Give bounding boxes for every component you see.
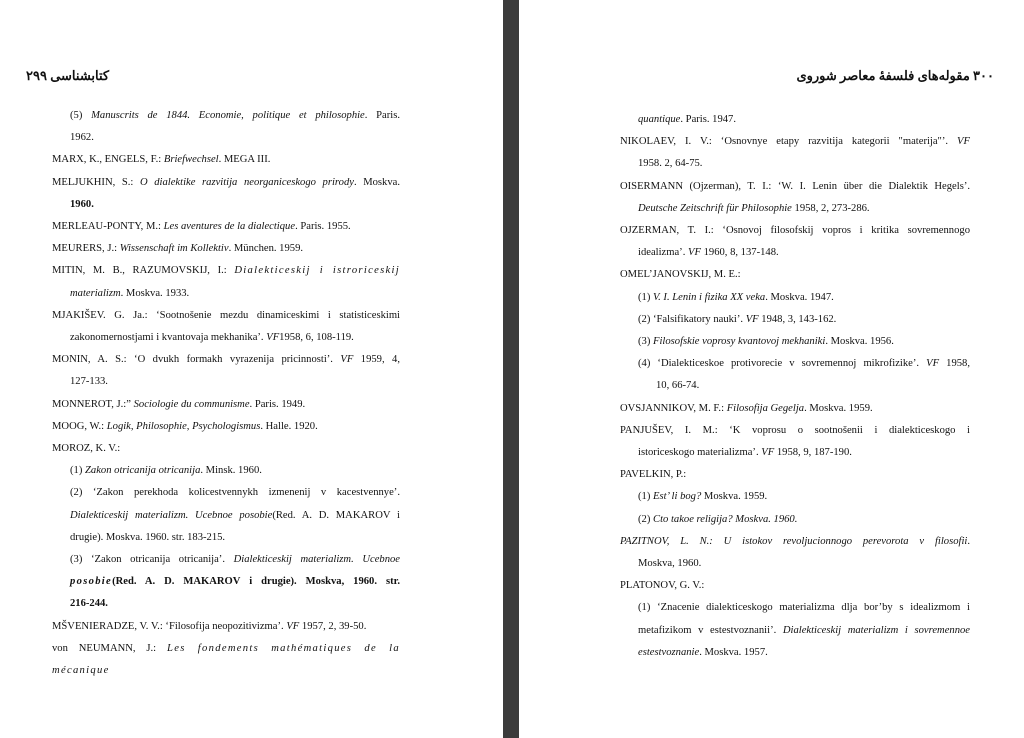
bibliography-line: posobie(Red. A. D. MAKAROV i drugie). Moskva, 1960. str. <box>70 576 400 588</box>
bibliography-line: MŠVENIERADZE, V. V.: ‘Filosofija neopozitivizma’. VF 1957, 2, 39-50. <box>52 620 367 632</box>
bibliography-line: 127-133. <box>70 376 108 388</box>
bibliography-line: (1) Zakon otricanija otricanija. Minsk. 1960. <box>70 465 262 477</box>
bibliography-line: (4) ‘Dialekticeskoe protivorecie v sovremennoj mikrofizike’. VF 1958, <box>638 358 970 370</box>
bibliography-line: PAVELKIN, P.: <box>620 469 687 481</box>
bibliography-line: drugie). Moskva. 1960. str. 183-215. <box>70 531 226 543</box>
bibliography-line: Dialekticeskij materializm. Ucebnoe posobie(Red. A. D. MAKAROV i <box>70 509 400 521</box>
bibliography-line: estestvoznanie. Moskva. 1957. <box>638 646 768 658</box>
bibliography-line: (2) ‘Zakon perekhoda kolicestvennykh izmenenij v kacestvennye’. <box>70 487 400 499</box>
bibliography-line: MERLEAU-PONTY, M.: Les aventures de la dialectique. Paris. 1955. <box>52 221 351 233</box>
bibliography-line: Deutsche Zeitschrift für Philosophie 1958, 2, 273-286. <box>638 202 870 214</box>
bibliography-line: MITIN, M. B., RAZUMOVSKIJ, I.: Dialekticeskij i istroriceskij <box>52 265 400 277</box>
bibliography-line: MELJUKHIN, S.: O dialektike razvitija neorganiceskogo prirody. Moskva. <box>52 176 400 188</box>
bibliography-line: MEURERS, J.: Wissenschaft im Kollektiv. München. 1959. <box>52 243 304 255</box>
bibliography-line: MONIN, A. S.: ‘O dvukh formakh vyrazenija pricinnosti’. VF 1959, 4, <box>52 354 400 366</box>
bibliography-line: zakonomernostjami i kvantovaja mekhanika’. VF1958, 6, 108-119. <box>70 332 354 344</box>
book-gutter <box>503 0 519 738</box>
bibliography-line: (5) Manuscrits de 1844. Economie, politique et philosophie. Paris. <box>70 110 400 121</box>
bibliography-line: materializm. Moskva. 1933. <box>70 287 190 299</box>
bibliography-line: PLATONOV, G. V.: <box>620 580 705 592</box>
bibliography-line: (3) Filosofskie voprosy kvantovoj mekhaniki. Moskva. 1956. <box>638 336 894 348</box>
bibliography-line: MOROZ, K. V.: <box>52 443 121 455</box>
bibliography-line: PANJUŠEV, I. M.: ‘K voprosu o sootnošenii i dialekticeskogo i <box>620 424 970 436</box>
bibliography-line: (2) Cto takoe religija? Moskva. 1960. <box>638 513 798 525</box>
bibliography-line: (1) ‘Znacenie dialekticeskogo materializma dlja bor’by s idealizmom i <box>638 602 970 614</box>
bibliography-line: MARX, K., ENGELS, F.: Briefwechsel. MEGA III. <box>52 154 271 166</box>
page-header: کتابشناسی ۲۹۹ <box>26 68 110 83</box>
bibliography-line: (1) Est’ li bog? Moskva. 1959. <box>638 491 768 503</box>
bibliography-line: metafizikom v estestvoznanii’. Dialekticeskij materializm i sovremennoe <box>638 624 970 636</box>
bibliography-line: OMEL’JANOVSKIJ, M. E.: <box>620 269 741 281</box>
bibliography-line: MOOG, W.: Logik, Philosophie, Psychologismus. Halle. 1920. <box>52 420 318 432</box>
bibliography-line: OISERMANN (Ojzerman), T. I.: ‘W. I. Lenin über die Dialektik Hegels’. <box>620 180 970 192</box>
bibliography-line: istoriceskogo materializma’. VF 1958, 9, 187-190. <box>638 447 852 459</box>
bibliography-line: (2) ‘Falsifikatory nauki’. VF 1948, 3, 143-162. <box>638 313 837 325</box>
bibliography-line: (1) V. I. Lenin i fizika XX veka. Moskva. 1947. <box>638 291 834 303</box>
bibliography-line: PAZITNOV, L. N.: U istokov revoljucionnogo perevorota v filosofii. <box>620 535 970 547</box>
bibliography-line: OVSJANNIKOV, M. F.: Filosofija Gegelja. Moskva. 1959. <box>620 402 873 414</box>
bibliography-line: quantique. Paris. 1947. <box>638 114 736 125</box>
bibliography-line: NIKOLAEV, I. V.: ‘Osnovnye etapy razvitija kategorii "materija"’. VF <box>620 136 970 148</box>
bibliography-line: Moskva, 1960. <box>638 558 702 570</box>
bibliography-list <box>52 105 400 682</box>
bibliography-line: MONNEROT, J.:” Sociologie du communisme. Paris. 1949. <box>52 398 306 410</box>
bibliography-line: 10, 66-74. <box>656 380 700 392</box>
right-page <box>519 0 1024 738</box>
bibliography-line: 1958. 2, 64-75. <box>638 158 703 170</box>
bibliography-line: MJAKIŠEV. G. Ja.: ‘Sootnošenie mezdu dinamiceskimi i statisticeskimi <box>52 309 400 321</box>
bibliography-line: von NEUMANN, J.: Les fondements mathématiques de la mécanique <box>52 642 400 677</box>
bibliography-list <box>620 109 970 664</box>
page-header: ۳۰۰ مقوله‌های فلسفهٔ معاصر شوروی <box>796 68 994 83</box>
bibliography-line: (3) ‘Zakon otricanija otricanija’. Dialekticeskij materializm. Ucebnoe <box>70 554 400 566</box>
bibliography-line: 216-244. <box>70 598 108 610</box>
bibliography-line: 1962. <box>70 132 94 144</box>
left-page <box>0 0 503 738</box>
bibliography-line: 1960. <box>70 198 94 210</box>
bibliography-line: OJZERMAN, T. I.: ‘Osnovoj filosofskij vopros i kritika sovremennogo <box>620 225 970 237</box>
bibliography-line: idealizma’. VF 1960, 8, 137-148. <box>638 247 779 259</box>
